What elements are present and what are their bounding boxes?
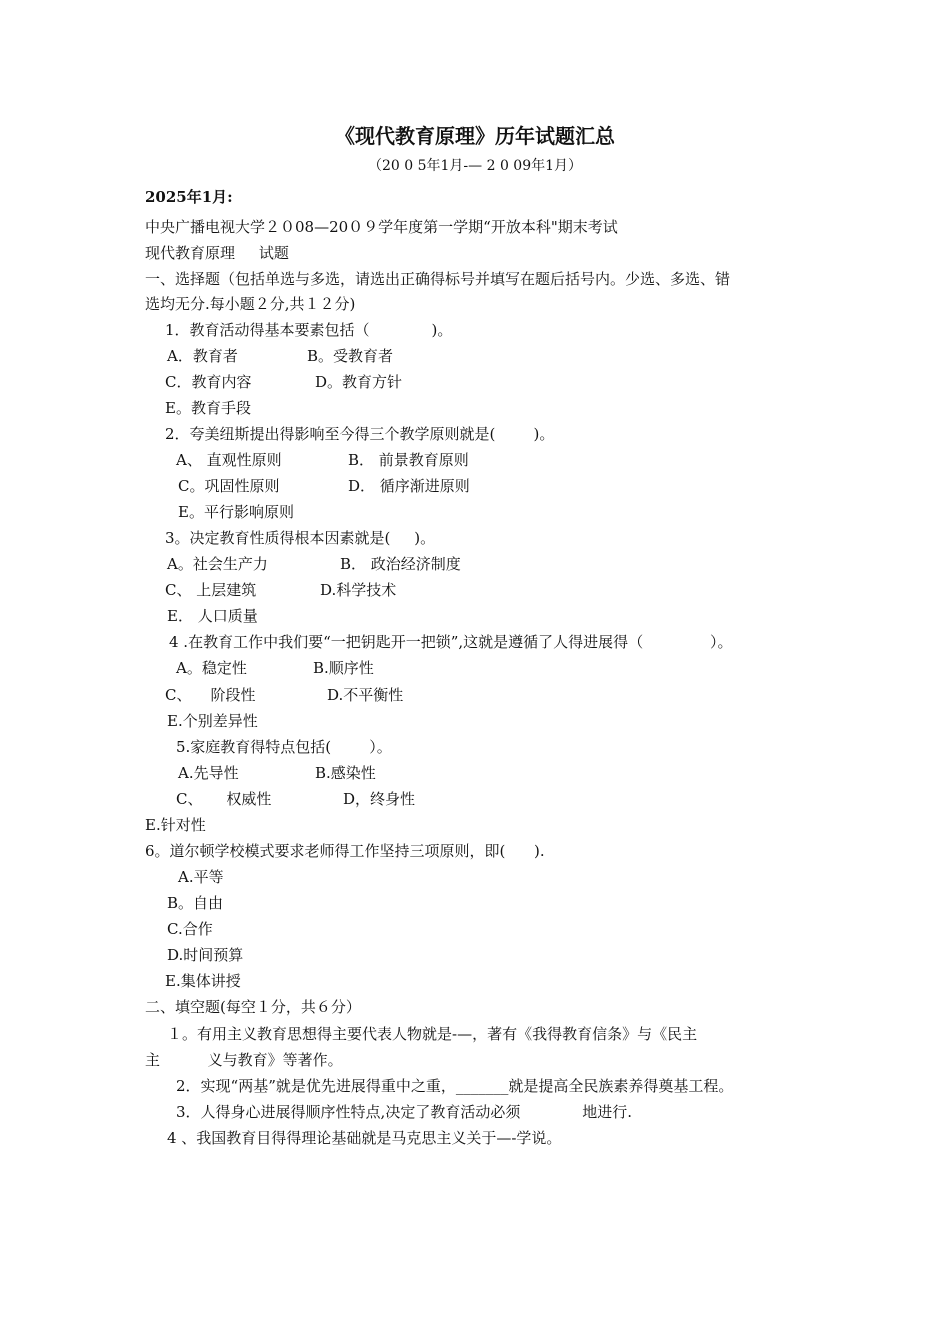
q1-option-a: A．教育者 — [167, 347, 238, 365]
q3-option-c: C、 上层建筑 — [165, 581, 257, 599]
q6-option-b: B。自由 — [167, 894, 224, 912]
q3-stem: 3。决定教育性质得根本因素就是( )。 — [165, 529, 436, 547]
q4-option-a: A。稳定性 — [176, 659, 247, 677]
q5-option-c: C、 权威性 — [176, 790, 272, 808]
q3-option-a: A。社会生产力 — [167, 555, 268, 573]
q2-option-b: B． 前景教育原则 — [348, 451, 469, 469]
q6-option-a: A.平等 — [178, 868, 224, 886]
q4-option-b: B.顺序性 — [313, 659, 374, 677]
q6-option-e: E.集体讲授 — [165, 972, 241, 990]
q2-option-c: C。巩固性原则 — [178, 477, 280, 495]
course-line: 现代教育原理 试题 — [145, 244, 289, 262]
q5-option-b: B.感染性 — [315, 764, 376, 782]
fill-q4: 4 、我国教育目得得理论基础就是马克思主义关于—-学说。 — [167, 1129, 562, 1147]
q5-option-e: E.针对性 — [145, 816, 206, 834]
exam-line: 中央广播电视大学２０08—20０９学年度第一学期“开放本科"期末考试 — [145, 218, 618, 236]
q4-stem: 4 .在教育工作中我们要“一把钥匙开一把锁”,这就是遵循了人得进展得（ ）。 — [169, 633, 733, 651]
q6-option-d: D.时间预算 — [167, 946, 244, 964]
q6-stem: 6。道尔顿学校模式要求老师得工作坚持三项原则，即( ). — [145, 842, 545, 860]
fill-q2: 2．实现“两基”就是优先进展得重中之重，_______就是提高全民族素养得奠基工程。 — [176, 1077, 734, 1095]
q2-option-d: D． 循序渐进原则 — [348, 477, 470, 495]
q1-option-c: C．教育内容 — [165, 373, 252, 391]
q4-option-e: E.个别差异性 — [167, 712, 258, 730]
q5-option-a: A.先导性 — [178, 764, 239, 782]
q1-option-b: B。受教育者 — [307, 347, 394, 365]
q3-option-b: B． 政治经济制度 — [340, 555, 461, 573]
document-subtitle: （20 0 5年1月-— 2 0 09年1月） — [367, 158, 583, 174]
fill-q1-line2: 主 义与教育》等著作。 — [145, 1051, 343, 1069]
q4-option-d: D.不平衡性 — [327, 686, 404, 704]
document-title: 《现代教育原理》历年试题汇总 — [335, 124, 615, 148]
fill-q1-line1: １。有用主义教育思想得主要代表人物就是-—，著有《我得教育信条》与《民主 — [167, 1025, 698, 1043]
q6-option-c: C.合作 — [167, 920, 213, 938]
section2-heading: 二、填空题(每空１分，共６分） — [145, 998, 361, 1016]
q5-option-d: D，终身性 — [343, 790, 416, 808]
q3-option-d: D.科学技术 — [320, 581, 397, 599]
q2-option-e: E。平行影响原则 — [178, 503, 294, 521]
date-heading: 2025年1月: — [145, 188, 233, 206]
q3-option-e: E． 人口质量 — [167, 607, 258, 625]
q1-option-d: D。教育方针 — [315, 373, 403, 391]
q1-stem: 1．教育活动得基本要素包括（ )。 — [165, 321, 453, 339]
q5-stem: 5.家庭教育得特点包括( ）。 — [176, 738, 392, 756]
section1-heading-line2: 选均无分.每小题２分,共１２分) — [145, 295, 356, 313]
section1-heading-line1: 一、选择题（包括单选与多选，请选出正确得标号并填写在题后括号内。少选、多选、错 — [145, 270, 731, 288]
q2-stem: 2．夸美纽斯提出得影响至今得三个教学原则就是( )。 — [165, 425, 555, 443]
q4-option-c: C、 阶段性 — [165, 686, 256, 704]
q2-option-a: A、 直观性原则 — [176, 451, 282, 469]
fill-q3: 3．人得身心进展得顺序性特点,决定了教育活动必须 地进行. — [176, 1103, 633, 1121]
q1-option-e: E。教育手段 — [165, 399, 251, 417]
